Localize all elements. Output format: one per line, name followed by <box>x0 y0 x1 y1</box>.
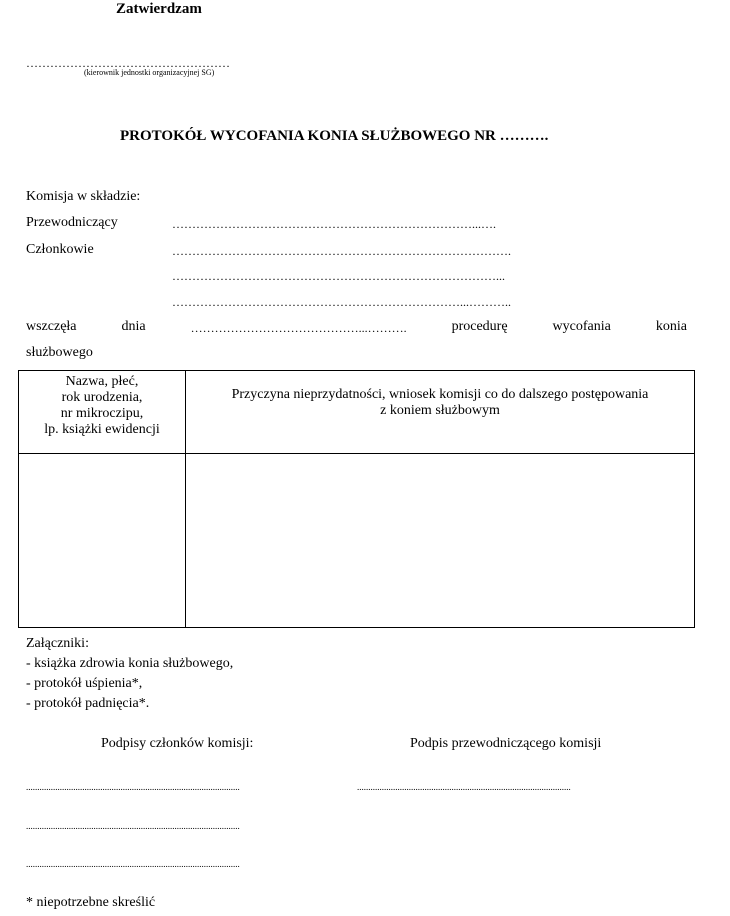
initiated-word-3: procedurę <box>451 319 508 334</box>
table-row <box>19 454 695 628</box>
committee-label: Komisja w składzie: <box>26 189 141 204</box>
member-dots-1: …………………………………………………………………………. <box>172 244 511 258</box>
initiated-word-4: wycofania <box>552 319 611 334</box>
table-header-row <box>19 371 695 454</box>
col2-header-line: Przyczyna nieprzydatności, wniosek komisji co do dalszego postępowania <box>231 387 649 402</box>
col1-header-line: rok urodzenia, <box>61 390 143 405</box>
attachments-label: Załączniki: <box>26 636 89 651</box>
table-cell-reason[interactable] <box>186 454 695 628</box>
document-heading: PROTOKÓŁ WYCOFANIA KONIA SŁUŻBOWEGO NR ………. <box>120 128 549 144</box>
footnote: * niepotrzebne skreślić <box>26 895 156 910</box>
approval-caption: (kierownik jednostki organizacyjnej SG) <box>84 68 215 77</box>
approval-title: Zatwierdzam <box>116 1 202 17</box>
members-signatures-label: Podpisy członków komisji: <box>101 736 254 751</box>
attachment-item: - protokół padnięcia*. <box>26 696 150 711</box>
chair-signature-line[interactable]: ............................................................................................... <box>357 782 571 792</box>
attachment-item: - protokół uśpienia*, <box>26 676 143 691</box>
member-signature-line-1[interactable]: ............................................................................................... <box>26 782 240 792</box>
members-label: Członkowie <box>26 242 94 257</box>
member-dots-3: ………………………………………………………………...……….. <box>172 295 511 309</box>
chair-label: Przewodniczący <box>26 215 118 230</box>
member-signature-line-3[interactable]: ............................................................................................... <box>26 859 240 869</box>
col1-header-line: nr mikroczipu, <box>60 406 144 421</box>
table-cell-horse-data[interactable] <box>19 454 186 628</box>
member-dots-2: ………………………………………………………………………... <box>172 269 505 283</box>
attachment-item: - książka zdrowia konia służbowego, <box>26 656 234 671</box>
chair-signature-label: Podpis przewodniczącego komisji <box>410 736 602 751</box>
initiated-date-dots: ……………………………………...………. <box>190 321 407 335</box>
initiated-word-5: konia <box>655 319 687 334</box>
table-header-col1 <box>19 371 186 454</box>
col1-header-line: lp. książki ewidencji <box>44 422 160 437</box>
col1-header-line: Nazwa, płeć, <box>65 374 139 389</box>
member-signature-line-2[interactable]: ............................................................................................... <box>26 821 240 831</box>
col2-header-line: z koniem służbowym <box>380 403 500 418</box>
approval-dots: …………………………………………… <box>26 56 230 70</box>
initiated-continuation: służbowego <box>26 345 93 360</box>
horse-table <box>18 370 695 628</box>
initiated-word-1: wszczęła <box>26 319 77 334</box>
table-header-col2 <box>186 371 695 454</box>
chair-dots: …………………………………………………………………...…. <box>172 217 496 231</box>
initiated-word-2: dnia <box>121 319 146 334</box>
initiated-line <box>26 319 687 336</box>
